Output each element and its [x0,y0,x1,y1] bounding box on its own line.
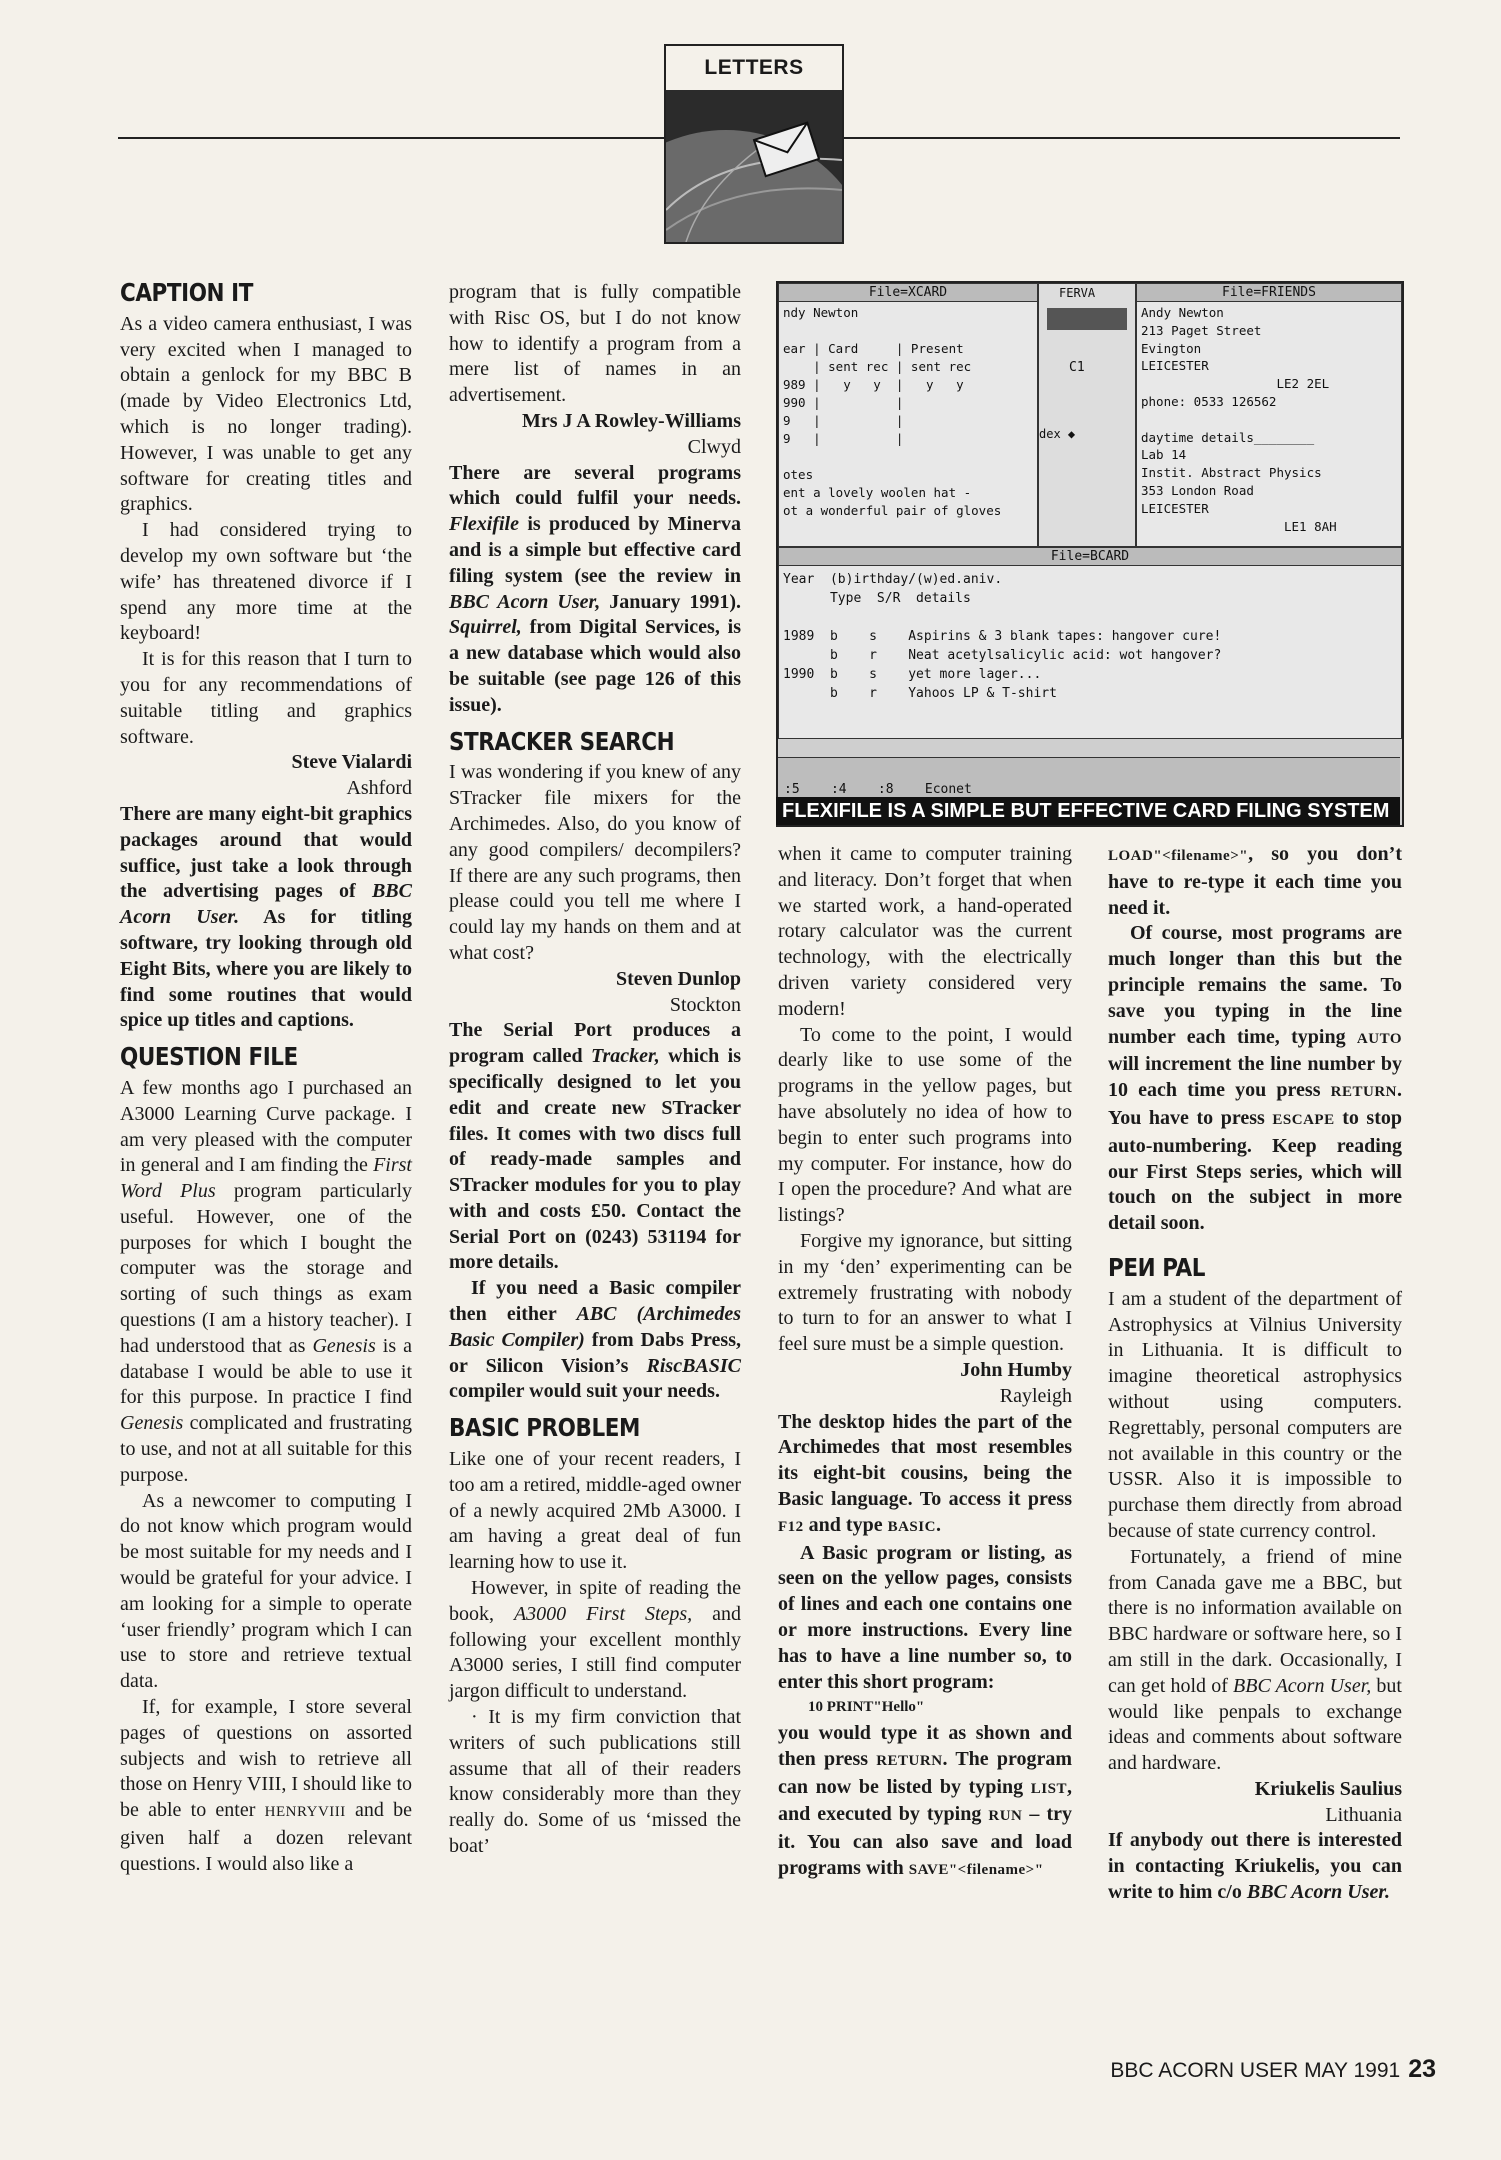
signature-place: Ashford [346,777,412,800]
header-rule-left [118,137,664,139]
paragraph: I am a student of the department of Astrophysics at Vilnius University in Lithuania. It is difficult to imagine theoretical astrophysics without using computers. Regrettably, personal computers are not available in this country or the USSR. Also it is impossible to purchase them directly from abroad because of state currency control. [1108,1287,1402,1542]
window-line: | sent rec | sent rec [783,359,972,374]
heading-pen-pal: PEИ PAL [1108,1252,1206,1282]
window-line: ndy Newton [783,305,859,320]
window-body [779,302,1037,522]
signature-name: Steve Vialardi [291,751,412,774]
window-line: b r Yahoos LP & T-shirt [783,686,1057,701]
window-line: 1990 b s yet more lager... [783,667,1042,682]
paragraph: Forgive my ignorance, but sitting in my ‘den’ experimenting can be extremely frustrating with nobody to turn to for an answer to what I feel sure must be a simple question. [778,1229,1072,1356]
signature-place: Stockton [669,993,741,1016]
window-line: 9 | | [783,431,904,446]
paragraph: As a video camera enthusiast, I was very excited when I managed to obtain a genlock for my BBC B (made by Video Electronics Ltd, which is no longer trading). However, I was unable to get any software for creating titles and graphics. [120,312,412,516]
window-line: Lab 14 [1141,447,1187,463]
window-line: Evington [1141,340,1202,356]
editor-answer: If anybody out there is interested in contacting Kriukelis, you can write to him c/o BBC Acorn User. [1108,1829,1402,1904]
window-line: 213 Paget Street [1141,322,1262,338]
window-line [1141,411,1397,429]
window-body [779,566,1401,707]
signature-place: Clwyd [687,435,741,458]
signature-name: John Humby [960,1358,1072,1381]
signature-place: Lithuania [1325,1803,1402,1826]
paragraph: Like one of your recent readers, I too am a retired, middle-aged owner of a newly acquired 2Mb A3000. I am having a great deal of fun learning how to use it. [449,1448,741,1574]
window-line: daytime details________ [1141,429,1315,445]
paragraph: To come to the point, I would dearly like to use some of the programs in the yellow pages, but have absolutely no idea of how to begin to enter such programs into my computer. For instance, how do I open the procedure? And what are listings? [778,1023,1072,1227]
header-rule-right [840,137,1400,139]
heading-question-file: QUESTION FILE [120,1042,298,1072]
editor-answer: Of course, most programs are much longer than this but the principle remains the same. To save you typing in the line number each time, typing AUTO will increment the line number by 10 each time you press RETURN. You have to press ESCAPE to stop auto-numbering. Keep reading our First Steps series, which will touch on the subject in more detail soon. [1108,922,1402,1235]
window-line [783,608,1397,627]
window-line [783,448,1033,466]
window-line: b r Neat acetylsalicylic acid: wot hangover? [783,648,1222,663]
column-2 [449,270,741,1860]
window-line: phone: 0533 126562 [1141,393,1277,409]
screenshot-caption: FLEXIFILE IS A SIMPLE BUT EFFECTIVE CARD FILING SYSTEM [776,797,1400,825]
editor-answer: LOAD"<filename>", so you don’t have to re-type it each time you need it. [1108,843,1402,919]
footer-text: BBC ACORN USER MAY 1991 [1110,2059,1401,2082]
window-line: ot a wonderful pair of gloves [783,503,1002,518]
column-1 [120,270,412,1878]
paragraph: · It is my firm conviction that writers of such publications still assume that all of their readers know considerably more than they really do. Some of us ‘missed the boat’ [449,1706,741,1858]
window-line [783,322,1033,340]
editor-answer: The Serial Port produces a program called Tracker, which is specifically designed to let you edit and create new STracker files. It comes with two discs full of ready-made samples and STracker modules for you to play with and costs £50. Contact the Serial Port on (0243) 531194 for more details. [449,1019,741,1274]
paragraph: when it came to computer training and literacy. Don’t forget that when we started work, a hand-operated rotary calculator was the current technology, with the electrically driven variety considered very modern! [778,843,1072,1020]
signature-name: Mrs J A Rowley-Williams [521,409,741,432]
window-line: LEICESTER [1141,500,1209,516]
paragraph: It is for this reason that I turn to you for any recommendations of suitable titling and graphics software. [120,648,412,748]
editor-answer: A Basic program or listing, as seen on the yellow pages, consists of lines and each one contains one or more instructions. Every line has to have a line number so, to enter this short program: [778,1541,1072,1693]
window-body [1137,302,1401,537]
envelope-globe-icon [666,90,842,242]
editor-answer: There are many eight-bit graphics packages around that would suffice, just take a look through the advertising pages of BBC Acorn User. As for titling software, try looking through old Eight Bits, where you are likely to find some routines that would spice up titles and captions. [120,802,412,1032]
icon-bar-labels: :5 :4 :8 Econet [784,782,972,797]
window-title: File=FRIENDS [1137,284,1401,302]
window-xcard [778,283,1038,547]
paragraph: program that is fully compatible with Risc OS, but I do not know how to identify a program from a mere list of names in an advertisement. [449,281,741,407]
window-bcard [778,547,1402,739]
window-line: 1989 b s Aspirins & 3 blank tapes: hangover cure! [783,629,1222,644]
window-line: Year (b)irthday/(w)ed.aniv. [783,572,1003,587]
window-control-panel [1038,283,1136,547]
window-line: ent a lovely woolen hat - [783,485,972,500]
window-line: LEICESTER [1141,358,1209,374]
window-line: 353 London Road [1141,482,1254,498]
window-line: LE1 8AH [1141,518,1337,534]
window-title: File=XCARD [779,284,1037,302]
column-4 [1108,842,1402,1906]
signature-place: Rayleigh [999,1384,1072,1407]
page-footer [1110,2055,1436,2084]
window-title: File=BCARD [779,548,1401,566]
paragraph: Fortunately, a friend of mine from Canada gave me a BBC, but there is no information available on BBC hardware or software here, so I am still in the dark. Occasionally, I can get hold of BBC Acorn User, but would like penpals to exchange ideas and comments about software and hardware. [1108,1545,1402,1775]
signature-name: Steven Dunlop [615,967,741,990]
page-number: 23 [1408,2055,1436,2083]
editor-answer: There are several programs which could fulfil your needs. Flexifile is produced by Minerva and is a simple but effective card filing system (see the review in BBC Acorn User, January 1991). Squirrel, from Digital Services, is a new database which would also be suitable (see page 126 of this issue). [449,461,741,716]
window-line: Andy Newton [1141,305,1224,320]
paragraph: A few months ago I purchased an A3000 Learning Curve package. I am very pleased with the computer in general and I am finding the First Word Plus program particularly useful. However, one of the purposes for which I bought the computer was the storage and sorting of such things as exam questions (I am a history teacher). I had understood that as Genesis is a database I would be able to use it for this purpose. In practice I find Genesis complicated and frustrating to use, and not at all suitable for this purpose. [120,1076,412,1486]
heading-basic-problem: BASIC PROBLEM [449,1413,640,1443]
section-label: LETTERS [666,46,842,90]
window-line: LE2 2EL [1141,376,1330,392]
heading-caption-it: CAPTION IT [120,278,253,307]
window-friends [1136,283,1402,547]
editor-answer: you would type it as shown and then press RETURN. The program can now be listed by typing LIST, and executed by typing RUN – try it. You can also save and load programs with SAVE"<filename>" [778,1722,1072,1880]
panel-label: FERVA [1059,286,1096,300]
window-line: 989 | y y | y y [783,377,964,392]
flexifile-screenshot [776,281,1404,827]
c1-label: C1 [1069,360,1085,375]
column-3 [778,842,1072,1884]
letters-logo [664,44,844,244]
code-sample: 10 PRINT"Hello" [808,1699,925,1716]
window-line: otes [783,467,814,482]
heading-stracker-search: STRACKER SEARCH [449,726,675,756]
editor-answer: The desktop hides the part of the Archimedes that most resembles its eight-bit cousins, being the Basic language. To access it press F12 and type BASIC. [778,1410,1072,1536]
index-label: dex ◆ [1039,427,1076,441]
paragraph: I had considered trying to develop my own software but ‘the wife’ has threatened divorce if I spend any more time at the keyboard! [120,519,412,645]
paragraph: However, in spite of reading the book, A3000 First Steps, and following your excellent monthly A3000 series, I still find computer jargon difficult to understand. [449,1577,741,1703]
paragraph: If, for example, I store several pages of questions on assorted subjects and wish to retrieve all those on Henry VIII, I should like to be able to enter HENRYVIII and be given half a dozen relevant questions. I would also like a [120,1696,412,1875]
paragraph: As a newcomer to computing I do not know which program would be most suitable for my needs and I would be grateful for your advice. I am looking for a simple to operate ‘user friendly’ program which I can use to store and retrieve textual data. [120,1489,412,1693]
window-line: Instit. Abstract Physics [1141,465,1322,481]
signature-name: Kriukelis Saulius [1254,1777,1402,1800]
window-line: 9 | | [783,413,904,428]
editor-answer: If you need a Basic compiler then either ABC (Archimedes Basic Compiler) from Dabs Press, or Silicon Vision’s RiscBASIC compiler would suit your needs. [449,1277,741,1403]
paragraph: I was wondering if you knew of any STracker file mixers for the Archimedes. Also, do you know of any good compilers/ decompilers? If there are any such programs, then please could you tell me where I could lay my hands on them and at what cost? [449,761,741,964]
window-line: Type S/R details [783,591,971,606]
window-line: 990 | | [783,395,904,410]
window-line: ear | Card | Present [783,341,964,356]
transport-buttons[interactable] [1047,308,1127,330]
